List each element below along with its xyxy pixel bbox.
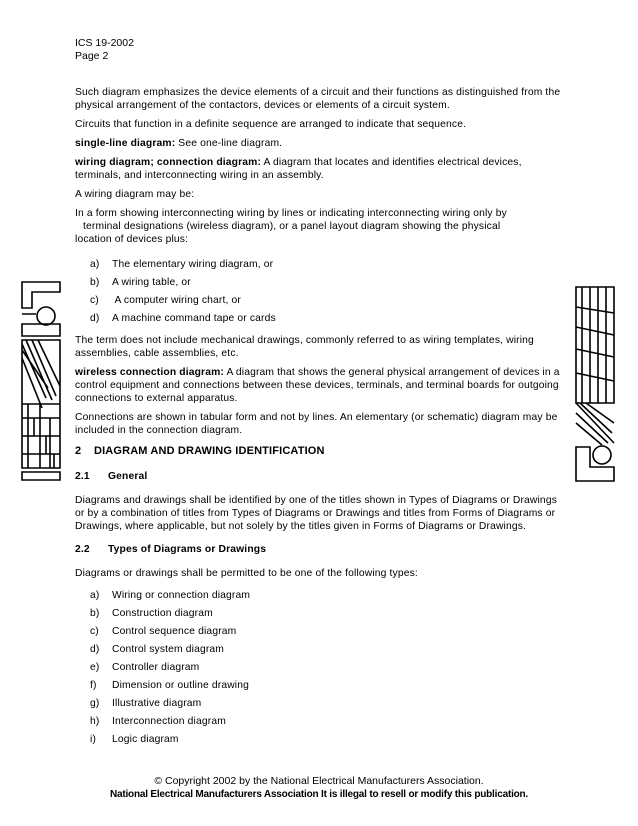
definition-wireless bbox=[75, 366, 565, 405]
term-wiring: wiring diagram; connection diagram: bbox=[75, 157, 262, 168]
paragraph-connections: Connections are shown in tabular form and not by lines. An elementary (or schematic) diagram may be included in the connection diagram. bbox=[75, 412, 558, 436]
list-item: f) Dimension or outline drawing bbox=[90, 680, 249, 691]
paragraph-term-note: The term does not include mechanical drawings, commonly referred to as wiring templates, wiring assemblies, cable assemblies, etc. bbox=[75, 335, 534, 359]
term-single-line: single-line diagram: bbox=[75, 138, 176, 149]
paragraph-wiring-may-be: A wiring diagram may be: bbox=[75, 189, 195, 200]
nema-watermark-icon bbox=[572, 283, 618, 485]
diagram-types-list bbox=[75, 589, 565, 746]
def-wireless: A diagram that shows the general physical arrangement of devices in a control equipment and connections between these devices, terminals, and terminal boards for outgoing connections to external apparatus. bbox=[75, 367, 560, 404]
list-item: h) Interconnection diagram bbox=[90, 716, 226, 727]
paragraph-circuit-elements: Such diagram emphasizes the device elements of a circuit and their functions as distinguished from the physical arrangement of the contactors, devices or elements of a circuit system. bbox=[75, 87, 561, 111]
list-item: d) Control system diagram bbox=[90, 644, 225, 655]
form-line-2: terminal designations (wireless diagram), or a panel layout diagram showing the physical bbox=[83, 221, 501, 232]
nema-watermark-icon bbox=[18, 278, 64, 483]
list-item: a) Wiring or connection diagram bbox=[90, 590, 251, 601]
form-line-1: In a form showing interconnecting wiring by lines or indicating interconnecting wiring only by bbox=[75, 208, 507, 219]
list-item: b) Construction diagram bbox=[90, 608, 213, 619]
list-item: e) Controller diagram bbox=[90, 662, 200, 673]
page-header bbox=[75, 37, 134, 63]
paragraph-form bbox=[75, 207, 565, 246]
paragraph-types-intro: Diagrams or drawings shall be permitted to be one of the following types: bbox=[75, 568, 418, 579]
definition-single-line bbox=[75, 137, 565, 150]
def-single-line: See one-line diagram. bbox=[178, 138, 283, 149]
page-number: Page 2 bbox=[75, 50, 109, 62]
list-item: c) Control sequence diagram bbox=[90, 626, 237, 637]
list-item: i) Logic diagram bbox=[90, 734, 179, 745]
list-item: g) Illustrative diagram bbox=[90, 698, 202, 709]
document-code: ICS 19-2002 bbox=[75, 37, 134, 49]
list-item: c) A computer wiring chart, or bbox=[90, 295, 241, 306]
list-item: d) A machine command tape or cards bbox=[90, 313, 276, 324]
resale-notice: National Electrical Manufacturers Association It is illegal to resell or modify this publication. bbox=[109, 789, 529, 800]
list-item: a) The elementary wiring diagram, or bbox=[90, 259, 274, 270]
def-wiring: A diagram that locates and identifies electrical devices, terminals, and interconnecting wiring in an assembly. bbox=[75, 157, 522, 181]
section-2-2-heading: 2.2 Types of Diagrams or Drawings bbox=[75, 544, 267, 555]
wiring-forms-list bbox=[75, 258, 565, 325]
page-content bbox=[75, 86, 565, 752]
paragraph-general: Diagrams and drawings shall be identified by one of the titles shown in Types of Diagrams or Drawings or by a combination of titles from Types of Diagrams or Drawings and titles from Forms of Diagrams or Drawings, where applicable, but not solely by the titles given in Forms of Diagrams or Drawings. bbox=[75, 495, 557, 532]
term-wireless: wireless connection diagram: bbox=[75, 367, 224, 378]
list-item: b) A wiring table, or bbox=[90, 277, 191, 288]
form-line-3: location of devices plus: bbox=[75, 234, 189, 245]
paragraph-sequence: Circuits that function in a definite sequence are arranged to indicate that sequence. bbox=[75, 119, 467, 130]
copyright-footer: © Copyright 2002 by the National Electrical Manufacturers Association. bbox=[154, 775, 484, 787]
section-2-heading: 2 DIAGRAM AND DRAWING IDENTIFICATION bbox=[75, 445, 325, 457]
section-2-1-heading: 2.1 General bbox=[75, 471, 148, 482]
definition-wiring bbox=[75, 156, 565, 182]
